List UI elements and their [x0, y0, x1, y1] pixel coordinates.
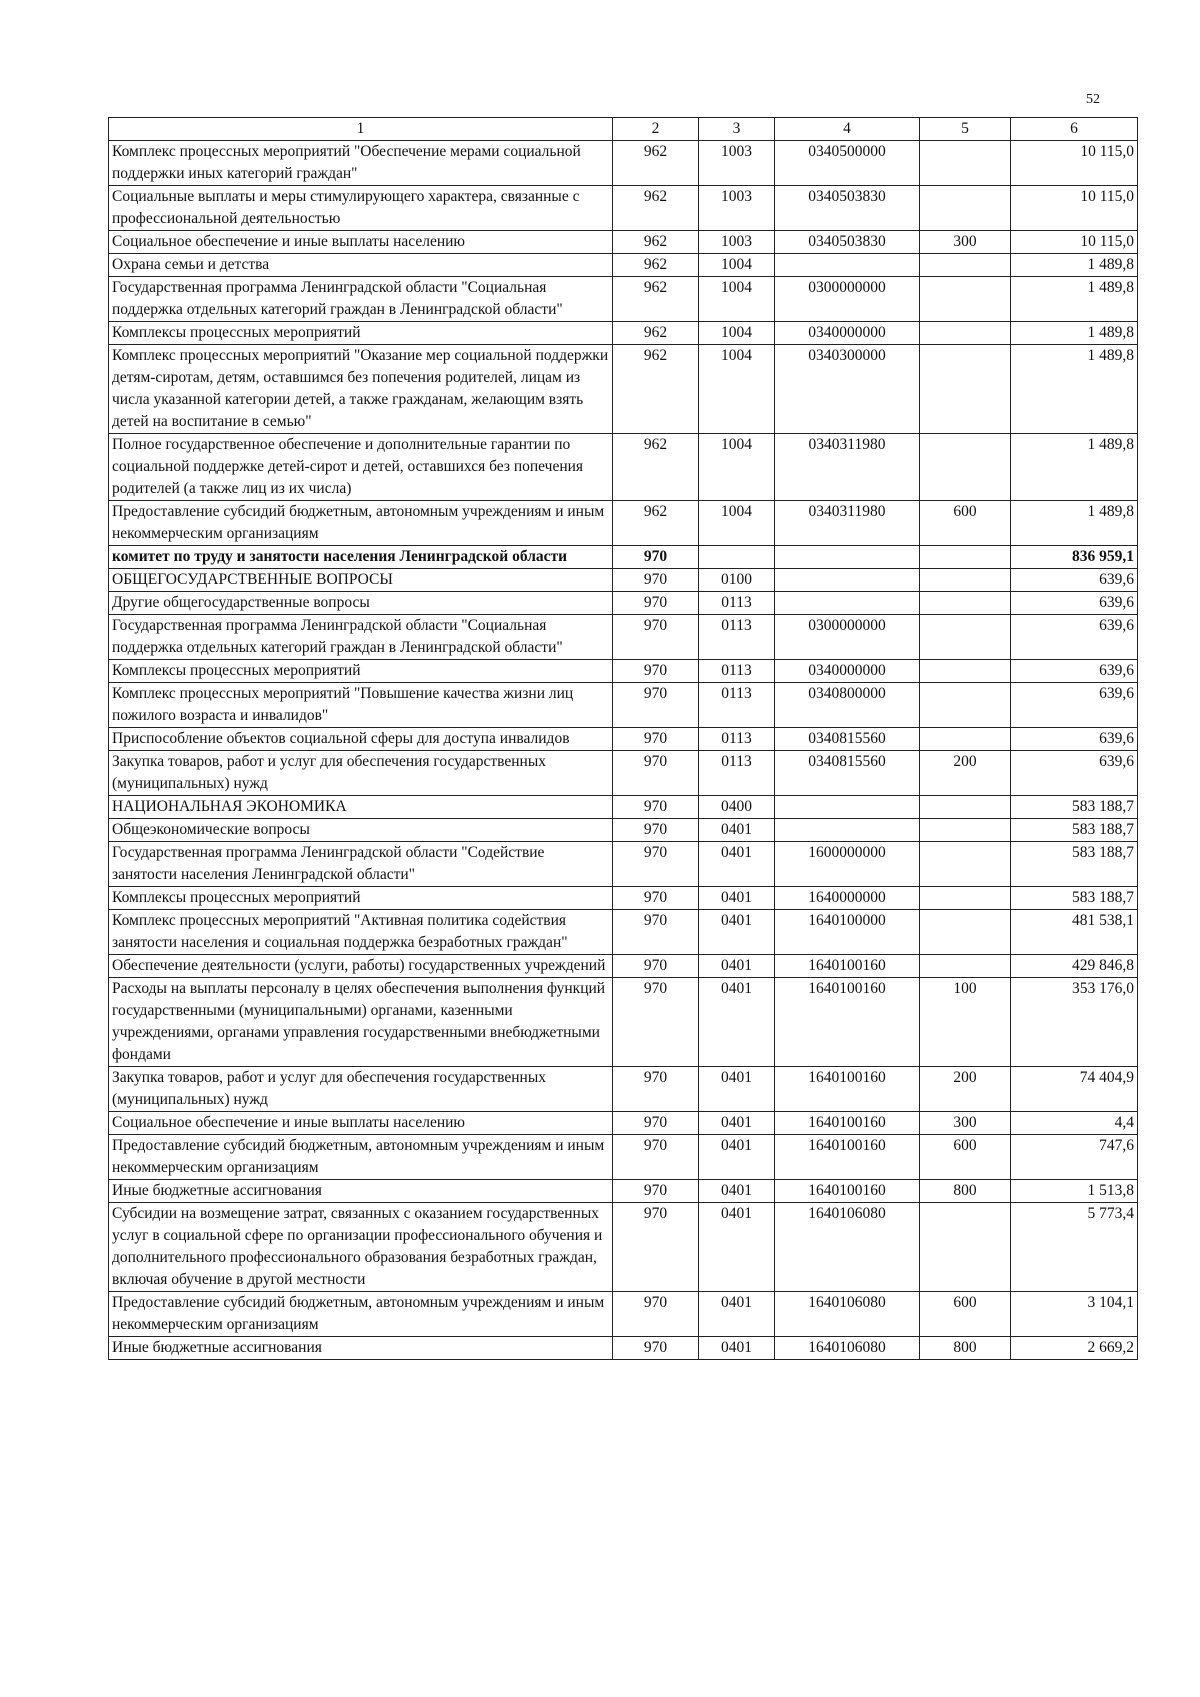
cell-name: Полное государственное обеспечение и дополнительные гарантии по социальной поддержке детей-сирот и детей, оставшихся без попечения родителей (а также лиц из их числа): [109, 434, 613, 501]
cell-rzpr: 1003: [699, 231, 775, 254]
cell-vr: [920, 322, 1011, 345]
cell-csr: 0340300000: [775, 345, 920, 434]
cell-sum: 429 846,8: [1011, 955, 1138, 978]
cell-name: Закупка товаров, работ и услуг для обеспечения государственных (муниципальных) нужд: [109, 1067, 613, 1112]
table-row: [109, 1337, 1138, 1360]
cell-ved: 970: [613, 751, 699, 796]
cell-rzpr: 0401: [699, 1067, 775, 1112]
cell-ved: 970: [613, 592, 699, 615]
cell-name: Обеспечение деятельности (услуги, работы) государственных учреждений: [109, 955, 613, 978]
cell-sum: 583 188,7: [1011, 842, 1138, 887]
cell-csr: 1640000000: [775, 887, 920, 910]
cell-rzpr: 0401: [699, 978, 775, 1067]
table-row: [109, 1067, 1138, 1112]
cell-name: Другие общегосударственные вопросы: [109, 592, 613, 615]
cell-sum: 583 188,7: [1011, 819, 1138, 842]
cell-name: Общеэкономические вопросы: [109, 819, 613, 842]
cell-ved: 970: [613, 683, 699, 728]
cell-vr: [920, 910, 1011, 955]
cell-name: Иные бюджетные ассигнования: [109, 1337, 613, 1360]
table-row: [109, 1112, 1138, 1135]
cell-rzpr: 0401: [699, 910, 775, 955]
table-row: [109, 910, 1138, 955]
cell-name: Комплекс процессных мероприятий "Повышение качества жизни лиц пожилого возраста и инвалидов": [109, 683, 613, 728]
cell-rzpr: 0400: [699, 796, 775, 819]
cell-rzpr: 0113: [699, 683, 775, 728]
cell-sum: 1 489,8: [1011, 345, 1138, 434]
cell-rzpr: 1004: [699, 254, 775, 277]
cell-vr: 300: [920, 231, 1011, 254]
cell-csr: [775, 819, 920, 842]
cell-vr: [920, 141, 1011, 186]
table-row: [109, 683, 1138, 728]
table-row: [109, 1203, 1138, 1292]
cell-rzpr: 1003: [699, 186, 775, 231]
cell-ved: 962: [613, 345, 699, 434]
cell-vr: 600: [920, 501, 1011, 546]
cell-ved: 970: [613, 1067, 699, 1112]
cell-name: Государственная программа Ленинградской области "Содействие занятости населения Ленинградской области": [109, 842, 613, 887]
cell-vr: [920, 546, 1011, 569]
table-row: [109, 1180, 1138, 1203]
cell-rzpr: 0401: [699, 1180, 775, 1203]
table-row: [109, 592, 1138, 615]
cell-sum: 3 104,1: [1011, 1292, 1138, 1337]
table-row: [109, 322, 1138, 345]
cell-vr: [920, 615, 1011, 660]
cell-ved: 962: [613, 186, 699, 231]
cell-name: Комплексы процессных мероприятий: [109, 887, 613, 910]
header-col-4: 4: [775, 118, 920, 141]
cell-vr: [920, 796, 1011, 819]
cell-sum: 1 513,8: [1011, 1180, 1138, 1203]
cell-sum: 5 773,4: [1011, 1203, 1138, 1292]
cell-name: Предоставление субсидий бюджетным, автономным учреждениям и иным некоммерческим организациям: [109, 501, 613, 546]
cell-csr: 0340500000: [775, 141, 920, 186]
cell-csr: [775, 796, 920, 819]
cell-rzpr: 0113: [699, 592, 775, 615]
cell-name: Комплексы процессных мероприятий: [109, 660, 613, 683]
cell-name: Социальные выплаты и меры стимулирующего характера, связанные с профессиональной деятельностью: [109, 186, 613, 231]
cell-csr: 0300000000: [775, 615, 920, 660]
cell-ved: 970: [613, 910, 699, 955]
table-row: [109, 955, 1138, 978]
cell-csr: 0340311980: [775, 501, 920, 546]
cell-sum: 639,6: [1011, 592, 1138, 615]
cell-name: ОБЩЕГОСУДАРСТВЕННЫЕ ВОПРОСЫ: [109, 569, 613, 592]
table-row: [109, 1292, 1138, 1337]
cell-name: Предоставление субсидий бюджетным, автономным учреждениям и иным некоммерческим организациям: [109, 1135, 613, 1180]
cell-csr: 1640106080: [775, 1292, 920, 1337]
cell-sum: 639,6: [1011, 660, 1138, 683]
cell-ved: 970: [613, 978, 699, 1067]
cell-ved: 962: [613, 277, 699, 322]
cell-name: комитет по труду и занятости населения Ленинградской области: [109, 546, 613, 569]
cell-name: Охрана семьи и детства: [109, 254, 613, 277]
cell-csr: 1640100160: [775, 1067, 920, 1112]
table-row: [109, 887, 1138, 910]
table-row: [109, 434, 1138, 501]
header-row: [109, 118, 1138, 141]
cell-ved: 962: [613, 254, 699, 277]
cell-sum: 1 489,8: [1011, 501, 1138, 546]
cell-ved: 970: [613, 728, 699, 751]
cell-rzpr: 0401: [699, 1292, 775, 1337]
cell-ved: 970: [613, 660, 699, 683]
cell-name: Государственная программа Ленинградской области "Социальная поддержка отдельных категорий граждан в Ленинградской области": [109, 277, 613, 322]
cell-sum: 1 489,8: [1011, 277, 1138, 322]
cell-sum: 639,6: [1011, 728, 1138, 751]
cell-ved: 970: [613, 1180, 699, 1203]
cell-vr: [920, 955, 1011, 978]
table-row: [109, 231, 1138, 254]
cell-vr: [920, 592, 1011, 615]
cell-rzpr: 1003: [699, 141, 775, 186]
cell-sum: 1 489,8: [1011, 254, 1138, 277]
cell-csr: [775, 546, 920, 569]
cell-ved: 970: [613, 819, 699, 842]
table-row: [109, 728, 1138, 751]
cell-csr: 0340815560: [775, 728, 920, 751]
table-row: [109, 842, 1138, 887]
cell-sum: 353 176,0: [1011, 978, 1138, 1067]
cell-rzpr: 0401: [699, 819, 775, 842]
cell-sum: 639,6: [1011, 751, 1138, 796]
cell-ved: 970: [613, 569, 699, 592]
cell-ved: 970: [613, 1112, 699, 1135]
table-row: [109, 569, 1138, 592]
cell-sum: 10 115,0: [1011, 186, 1138, 231]
cell-rzpr: 0113: [699, 660, 775, 683]
table-row: [109, 277, 1138, 322]
cell-csr: 1640106080: [775, 1337, 920, 1360]
cell-vr: 200: [920, 1067, 1011, 1112]
cell-rzpr: 0401: [699, 887, 775, 910]
cell-vr: 600: [920, 1135, 1011, 1180]
cell-name: Закупка товаров, работ и услуг для обеспечения государственных (муниципальных) нужд: [109, 751, 613, 796]
cell-ved: 962: [613, 434, 699, 501]
cell-sum: 583 188,7: [1011, 796, 1138, 819]
cell-rzpr: 1004: [699, 277, 775, 322]
table-row: [109, 186, 1138, 231]
cell-sum: 74 404,9: [1011, 1067, 1138, 1112]
cell-rzpr: 1004: [699, 322, 775, 345]
cell-csr: 0340815560: [775, 751, 920, 796]
cell-csr: 1640100160: [775, 978, 920, 1067]
cell-name: Комплекс процессных мероприятий "Активная политика содействия занятости населения и социальная поддержка безработных граждан": [109, 910, 613, 955]
cell-name: Предоставление субсидий бюджетным, автономным учреждениям и иным некоммерческим организациям: [109, 1292, 613, 1337]
table-row: [109, 615, 1138, 660]
cell-ved: 970: [613, 1337, 699, 1360]
cell-name: Иные бюджетные ассигнования: [109, 1180, 613, 1203]
cell-vr: 800: [920, 1337, 1011, 1360]
cell-csr: 0340800000: [775, 683, 920, 728]
cell-name: Социальное обеспечение и иные выплаты населению: [109, 1112, 613, 1135]
table-row: [109, 751, 1138, 796]
cell-rzpr: 1004: [699, 345, 775, 434]
cell-sum: 583 188,7: [1011, 887, 1138, 910]
header-col-6: 6: [1011, 118, 1138, 141]
table-row: [109, 1135, 1138, 1180]
cell-sum: 4,4: [1011, 1112, 1138, 1135]
cell-sum: 10 115,0: [1011, 231, 1138, 254]
cell-sum: 639,6: [1011, 569, 1138, 592]
cell-rzpr: 1004: [699, 501, 775, 546]
cell-rzpr: 0113: [699, 751, 775, 796]
table-row: [109, 796, 1138, 819]
cell-vr: 600: [920, 1292, 1011, 1337]
cell-csr: 1640106080: [775, 1203, 920, 1292]
cell-vr: 300: [920, 1112, 1011, 1135]
cell-vr: [920, 345, 1011, 434]
cell-name: Приспособление объектов социальной сферы для доступа инвалидов: [109, 728, 613, 751]
cell-name: НАЦИОНАЛЬНАЯ ЭКОНОМИКА: [109, 796, 613, 819]
cell-name: Субсидии на возмещение затрат, связанных с оказанием государственных услуг в социальной сфере по организации профессионального обучения и дополнительного профессионального образования безработных граждан, включая обучение в другой местности: [109, 1203, 613, 1292]
cell-vr: [920, 683, 1011, 728]
cell-vr: 100: [920, 978, 1011, 1067]
table-row: [109, 819, 1138, 842]
cell-vr: [920, 277, 1011, 322]
cell-rzpr: 1004: [699, 434, 775, 501]
cell-vr: [920, 819, 1011, 842]
cell-sum: 1 489,8: [1011, 322, 1138, 345]
cell-csr: [775, 569, 920, 592]
cell-ved: 970: [613, 887, 699, 910]
cell-csr: 0300000000: [775, 277, 920, 322]
cell-rzpr: 0113: [699, 728, 775, 751]
cell-name: Комплекс процессных мероприятий "Оказание мер социальной поддержки детям-сиротам, детям, оставшимся без попечения родителей, лицам из числа указанной категории детей, а также гражданам, желающим взять детей на воспитание в семью": [109, 345, 613, 434]
cell-csr: 0340503830: [775, 186, 920, 231]
cell-ved: 970: [613, 955, 699, 978]
cell-sum: 836 959,1: [1011, 546, 1138, 569]
cell-vr: [920, 186, 1011, 231]
cell-rzpr: 0401: [699, 955, 775, 978]
cell-vr: [920, 1203, 1011, 1292]
cell-csr: 1640100000: [775, 910, 920, 955]
cell-sum: 10 115,0: [1011, 141, 1138, 186]
table-row: [109, 978, 1138, 1067]
table-row: [109, 254, 1138, 277]
cell-vr: [920, 254, 1011, 277]
cell-ved: 962: [613, 322, 699, 345]
cell-vr: [920, 728, 1011, 751]
cell-ved: 970: [613, 1292, 699, 1337]
header-col-2: 2: [613, 118, 699, 141]
header-col-5: 5: [920, 118, 1011, 141]
cell-rzpr: 0113: [699, 615, 775, 660]
table-row: [109, 345, 1138, 434]
cell-csr: 1640100160: [775, 1112, 920, 1135]
cell-csr: 1640100160: [775, 1180, 920, 1203]
cell-rzpr: 0401: [699, 1203, 775, 1292]
cell-vr: [920, 660, 1011, 683]
table-row: [109, 501, 1138, 546]
cell-name: Расходы на выплаты персоналу в целях обеспечения выполнения функций государственными (муниципальными) органами, казенными учреждениями, органами управления государственными внебюджетными фондами: [109, 978, 613, 1067]
cell-name: Государственная программа Ленинградской области "Социальная поддержка отдельных категорий граждан в Ленинградской области": [109, 615, 613, 660]
cell-vr: 200: [920, 751, 1011, 796]
cell-vr: 800: [920, 1180, 1011, 1203]
cell-rzpr: 0401: [699, 842, 775, 887]
header-col-3: 3: [699, 118, 775, 141]
cell-vr: [920, 434, 1011, 501]
cell-name: Социальное обеспечение и иные выплаты населению: [109, 231, 613, 254]
cell-sum: 639,6: [1011, 615, 1138, 660]
cell-vr: [920, 887, 1011, 910]
cell-ved: 970: [613, 842, 699, 887]
table-row: [109, 660, 1138, 683]
cell-csr: 0340000000: [775, 322, 920, 345]
cell-ved: 970: [613, 1203, 699, 1292]
cell-rzpr: [699, 546, 775, 569]
cell-ved: 970: [613, 1135, 699, 1180]
cell-rzpr: 0401: [699, 1135, 775, 1180]
page-number: 52: [1086, 92, 1100, 107]
cell-rzpr: 0401: [699, 1337, 775, 1360]
cell-sum: 481 538,1: [1011, 910, 1138, 955]
table-body: [109, 141, 1138, 1360]
table-row: [109, 546, 1138, 569]
cell-ved: 962: [613, 501, 699, 546]
cell-csr: 1640100160: [775, 1135, 920, 1180]
cell-sum: 2 669,2: [1011, 1337, 1138, 1360]
cell-sum: 639,6: [1011, 683, 1138, 728]
cell-csr: [775, 592, 920, 615]
cell-ved: 970: [613, 796, 699, 819]
cell-sum: 1 489,8: [1011, 434, 1138, 501]
cell-name: Комплексы процессных мероприятий: [109, 322, 613, 345]
cell-rzpr: 0100: [699, 569, 775, 592]
table-row: [109, 141, 1138, 186]
cell-ved: 970: [613, 615, 699, 660]
cell-ved: 970: [613, 546, 699, 569]
cell-csr: 1640100160: [775, 955, 920, 978]
cell-ved: 962: [613, 141, 699, 186]
cell-sum: 747,6: [1011, 1135, 1138, 1180]
cell-csr: 0340000000: [775, 660, 920, 683]
cell-name: Комплекс процессных мероприятий "Обеспечение мерами социальной поддержки иных категорий граждан": [109, 141, 613, 186]
cell-ved: 962: [613, 231, 699, 254]
cell-vr: [920, 569, 1011, 592]
cell-csr: [775, 254, 920, 277]
cell-csr: 0340311980: [775, 434, 920, 501]
cell-csr: 0340503830: [775, 231, 920, 254]
cell-rzpr: 0401: [699, 1112, 775, 1135]
budget-table: [108, 117, 1138, 1360]
header-col-1: 1: [109, 118, 613, 141]
cell-csr: 1600000000: [775, 842, 920, 887]
cell-vr: [920, 842, 1011, 887]
